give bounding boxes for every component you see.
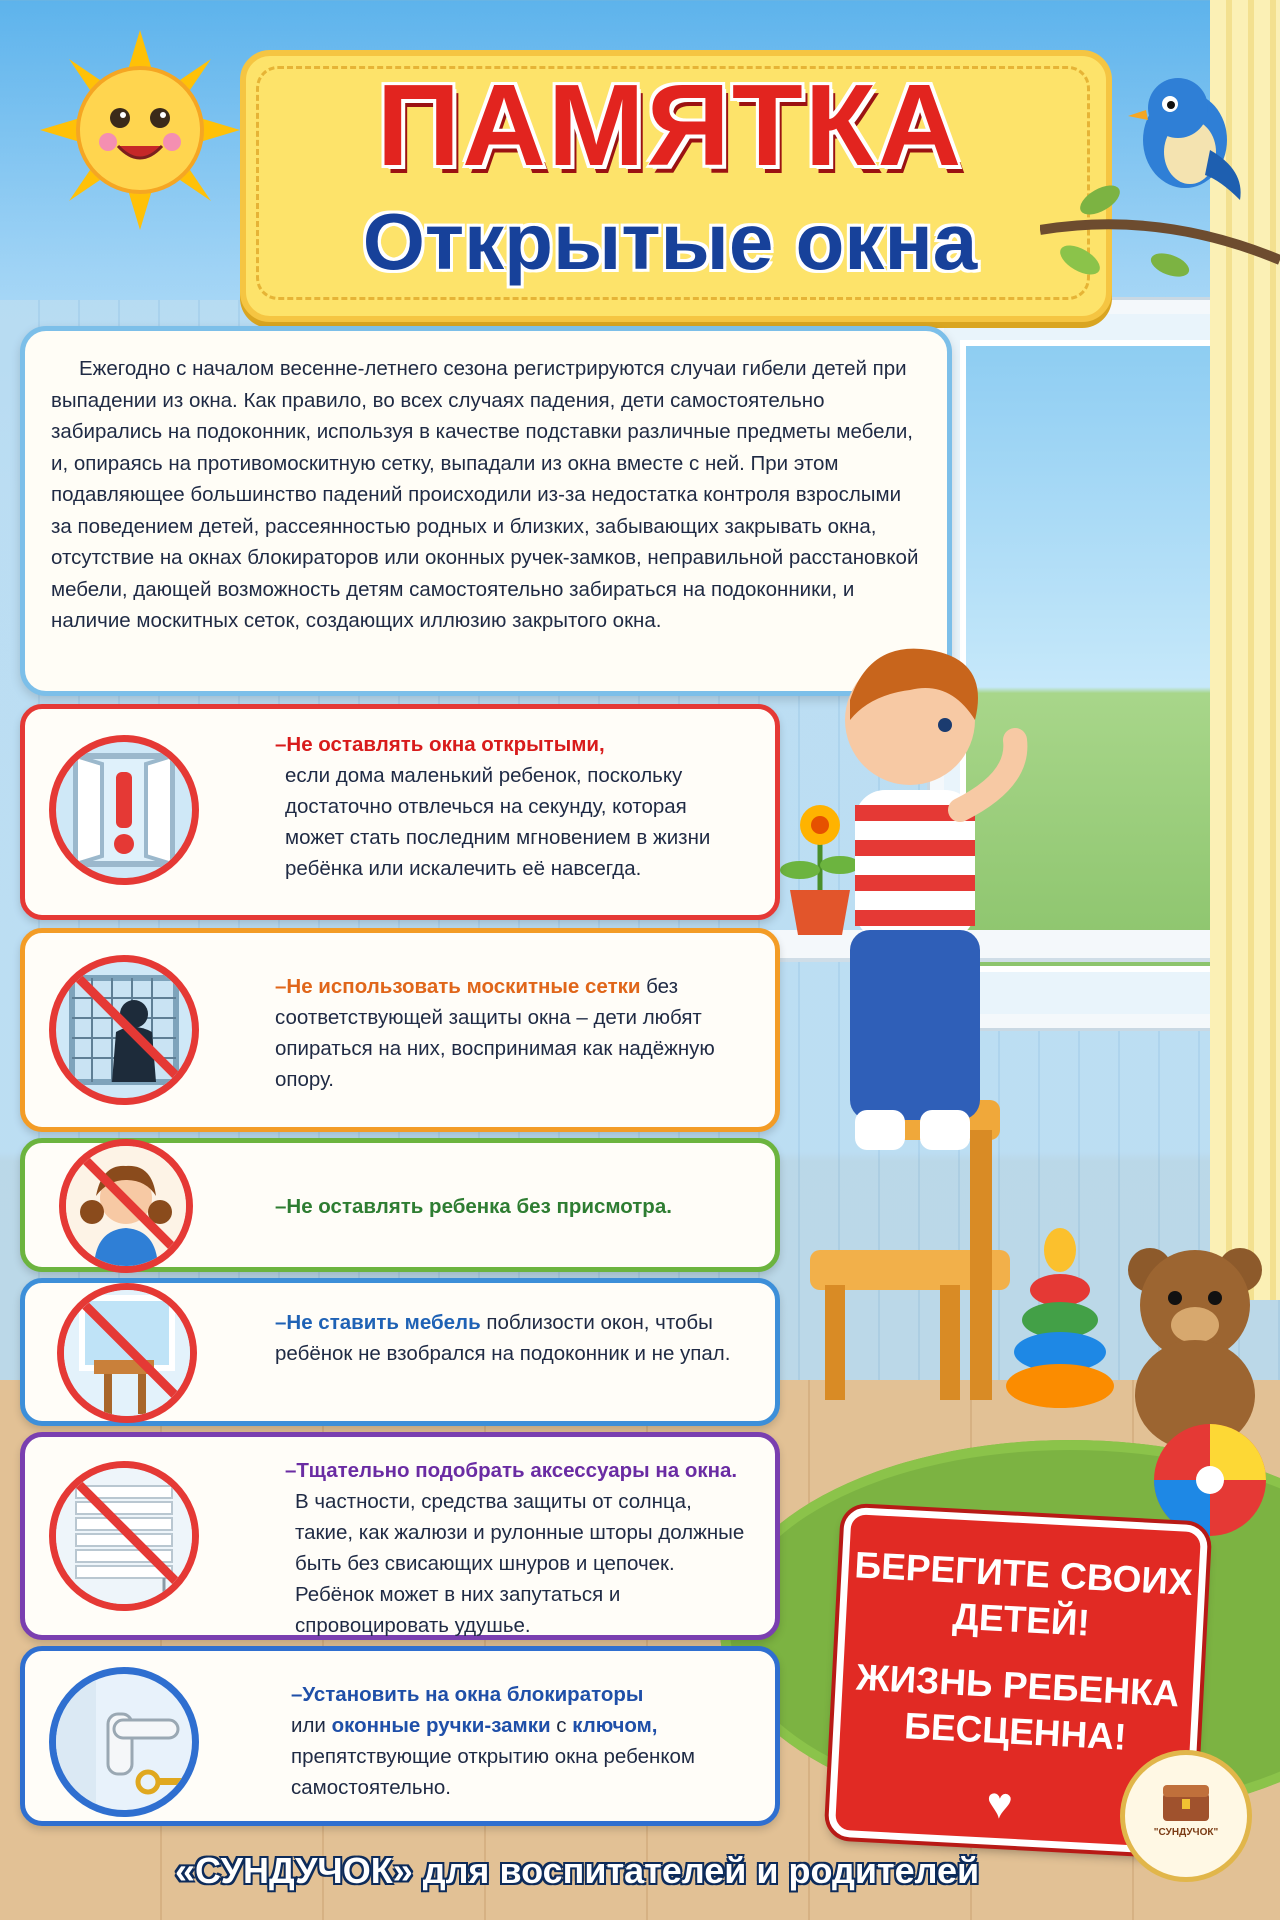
rule-lead-5: –Тщательно подобрать аксессуары на окна. [285, 1459, 738, 1482]
furniture-near-window-icon [57, 1283, 197, 1423]
rule-lead-2: –Не использовать москитные сетки [275, 975, 641, 998]
teddy-bear-icon [1110, 1230, 1280, 1450]
girl-icon [59, 1139, 193, 1273]
rule-card-window-locks [20, 1646, 780, 1826]
rule-lead-3: –Не оставлять ребенка без присмотра. [275, 1195, 672, 1218]
intro-text: Ежегодно с началом весенне-летнего сезона регистрируются случаи гибели детей при выпадении из окна. Как правило, во всех случаях падения, дети самостоятельно забирались на подоконник, используя в качестве подставки различные предметы мебели, и, опираясь на противомоскитную сетку, выпадали из окна вместе с ней. При этом подавляющее большинство падений происходили из-за недостатка контроля взрослыми за поведением детей, рассеянностью родных и близких, забывающих закрывать окна, отсутствие на окнах блокираторов или оконных ручек-замков, неправильной расстановкой мебели, дающей возможность детям самостоятельно забираться на подоконники, и наличие москитных сеток, создающих иллюзию закрытого окна. [51, 357, 919, 632]
rule-lead-6b: оконные ручки-замки [331, 1714, 551, 1737]
logo-name: "СУНДУЧОК" [1153, 1827, 1219, 1838]
rule-card-accessories [20, 1432, 780, 1640]
rule-lead-4: –Не ставить мебель [275, 1311, 481, 1334]
boy-illustration [760, 640, 1090, 1260]
window-blinds-icon [49, 1461, 199, 1611]
rule-mid-6b: с [556, 1714, 567, 1737]
rule-text-4 [275, 1307, 755, 1369]
heart-icon: ♥ [985, 1778, 1014, 1829]
rule-card-mosquito-nets [20, 928, 780, 1132]
page-title: ПАМЯТКА [376, 60, 964, 190]
rule-text-1 [275, 729, 755, 884]
rule-lead-6: –Установить на окна блокираторы [291, 1683, 644, 1706]
rule-body-4: поблизости окон, чтобы ребёнок не взобрался на подоконник и не упал. [275, 1311, 731, 1365]
bluebird-icon [1120, 60, 1250, 210]
rule-text-5 [285, 1455, 755, 1641]
rule-mid-6: или [291, 1714, 326, 1737]
toy-pyramid-icon [1000, 1220, 1120, 1420]
rule-text-2 [275, 971, 755, 1095]
sun-icon [40, 30, 240, 230]
rule-body-1: если дома маленький ребенок, поскольку достаточно отвлечься на секунду, которая может стать последним мгновением в жизни ребёнка или искалечить её навсегда. [285, 764, 711, 880]
rule-text-6 [291, 1679, 755, 1803]
mosquito-net-icon [49, 955, 199, 1105]
rule-body-2: без соответствующей защиты окна – дети любят опираться на них, воспринимая как надёжную опору. [275, 975, 715, 1091]
rule-body-5: В частности, средства защиты от солнца, такие, как жалюзи и рулонные шторы должные быть без свисающих шнуров и цепочек. Ребёнок может в них запутаться и спровоцировать удушье. [295, 1490, 745, 1637]
page-subtitle: Открытые окна [362, 197, 978, 286]
open-window-warning-icon [49, 735, 199, 885]
rule-card-furniture [20, 1278, 780, 1426]
rule-card-supervision [20, 1138, 780, 1272]
ball-icon [1150, 1420, 1270, 1540]
window-lock-handle-icon [49, 1667, 199, 1817]
sign-line-2: ЖИЗНЬ РЕБЕНКА БЕСЦЕННА! [855, 1656, 1181, 1758]
rule-lead-6c: ключом, [572, 1714, 658, 1737]
rule-text-3 [275, 1191, 755, 1222]
sign-line-1: БЕРЕГИТЕ СВОИХ ДЕТЕЙ! [853, 1544, 1194, 1644]
rule-body-6: препятствующие открытию окна ребенком самостоятельно. [291, 1745, 696, 1799]
footer-caption: «СУНДУЧОК» для воспитателей и родителей [175, 1850, 980, 1891]
rule-lead-1: –Не оставлять окна открытыми, [275, 733, 605, 756]
rule-card-open-windows [20, 704, 780, 920]
